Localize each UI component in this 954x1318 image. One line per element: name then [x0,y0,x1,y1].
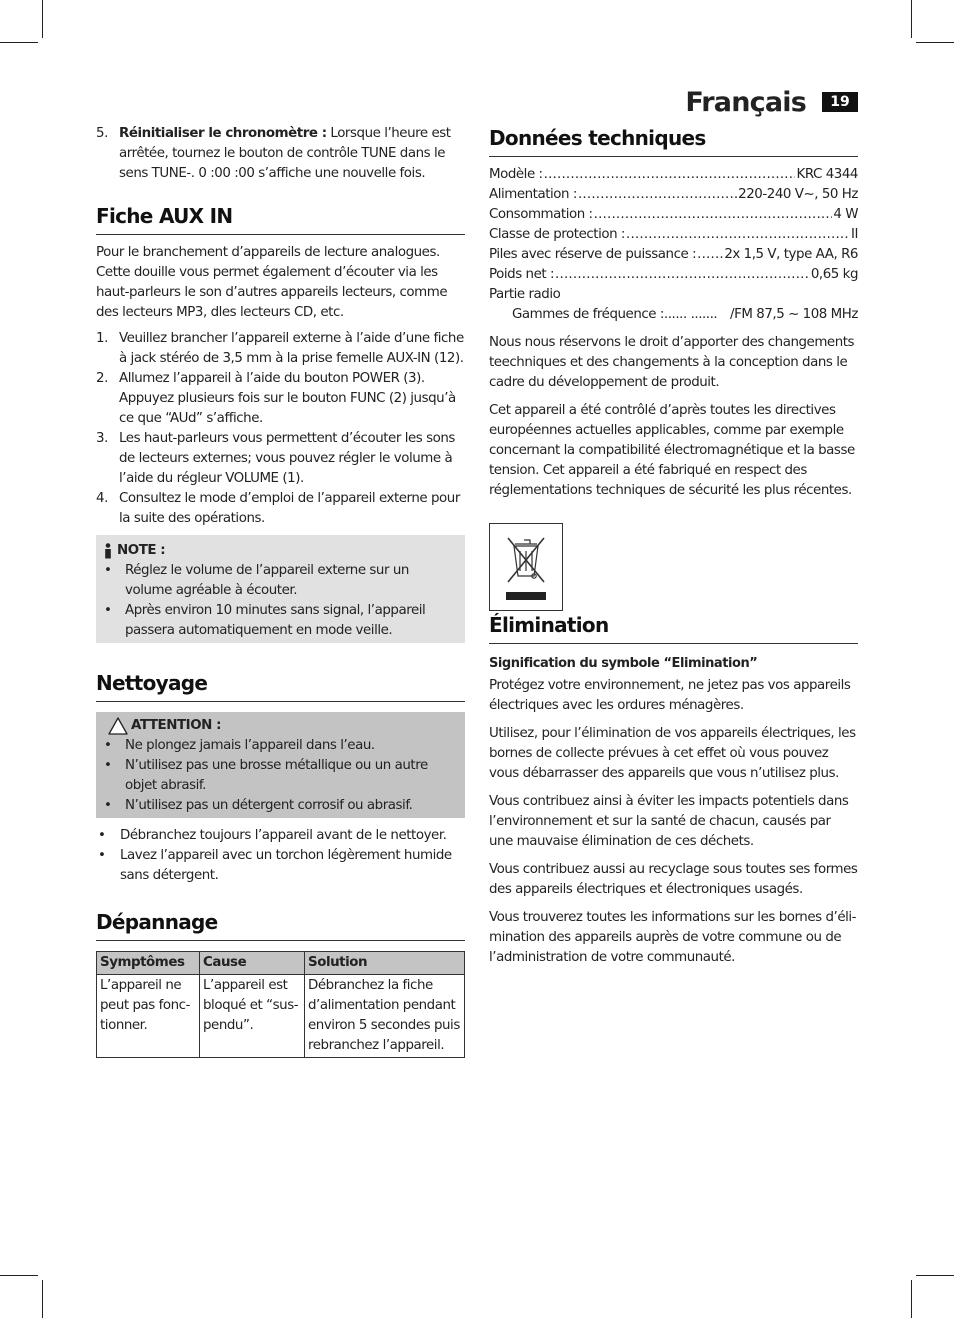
list-item: • Ne plongez jamais l’appareil dans l’eau. [104,738,375,753]
list-item: • Débranchez toujours l’appareil avant de le nettoyer. [98,828,447,843]
spec-value: 4 W [833,207,858,222]
table-cell: L’appareil est bloqué et “suspendu”. [200,975,305,1058]
page-number: 19 [822,92,858,112]
note-text: Après environ 10 minutes sans signal, l’appareil passera automatiquement en mode veille. [125,603,426,638]
disposal-paragraph: Vous contribuez ainsi à éviter les impacts potentiels dans l’environnement et sur la santé de chacun, causés par une mauvaise élimination de ces déchets. [489,794,849,849]
list-item: • Lavez l’appareil avec un torchon légèrement humide sans détergent. [98,848,452,883]
step-number: 5. [96,126,108,141]
list-item: • Réglez le volume de l’appareil externe sur un volume agréable à écouter. [104,563,409,598]
crop-mark [42,1280,43,1318]
warning-triangle-icon [108,717,128,735]
step-number: 1. [96,331,108,346]
spec-row [489,165,858,185]
spec-row [489,305,858,325]
column-header: Symptômes [97,952,200,975]
note-heading [102,541,459,561]
crop-mark [911,1280,912,1318]
note-box [96,535,465,643]
attention-box [96,712,465,818]
spec-value: /FM 87,5 ~ 108 MHz [730,307,858,322]
step-number: 2. [96,371,108,386]
step-number: 3. [96,431,108,446]
step-title: Réinitialiser le chronomètre : [119,126,327,141]
list-item: • Après environ 10 minutes sans signal, l’appareil passera automatiquement en mode veille. [104,603,426,638]
spec-label: Classe de protection : [489,227,625,242]
spec-label: Gammes de fréquence :...... ....... [512,307,718,322]
spec-label: Consommation : [489,207,593,222]
cleaning-text: Lavez l’appareil avec un torchon légèrement humide sans détergent. [120,848,452,883]
spec-value: KRC 4344 [796,167,858,182]
attention-text: N’utilisez pas un détergent corrosif ou abrasif. [125,798,413,813]
disposal-paragraph: Vous trouverez toutes les informations sur les bornes d’élimination des appareils auprès de votre commune ou de l’administration de votre communauté. [489,910,857,965]
cleaning-text: Débranchez toujours l’appareil avant de le nettoyer. [120,828,447,843]
spec-value: II [851,227,858,242]
attention-text: Ne plongez jamais l’appareil dans l’eau. [125,738,375,753]
section-title-disposal: Élimination [489,611,858,644]
spec-label: Poids net : [489,267,555,282]
spec-label: Piles avec réserve de puissance : [489,247,697,262]
crop-mark [0,42,38,43]
spec-row [489,205,858,225]
step-5 [96,124,465,184]
note-text: Réglez le volume de l’appareil externe sur un volume agréable à écouter. [125,563,409,598]
disposal-paragraph: Protégez votre environnement, ne jetez pas vos appareils électriques avec les ordures ménagères. [489,678,851,713]
cleaning-list [96,826,465,886]
section-title-troubleshooting: Dépannage [96,908,465,941]
left-column [96,124,465,1058]
step-text: Consultez le mode d’emploi de l’appareil externe pour la suite des opérations. [119,491,460,526]
list-item [96,369,465,429]
aux-intro: Pour le branchement d’appareils de lecture analogues. Cette douille vous permet également d’écouter via les haut-parleurs le son d’autres appareils lecteurs, comme des lecteurs MP3, dles lecteurs CD, etc. [96,245,448,320]
troubleshooting-table [96,951,465,1058]
spec-value: 0,65 kg [810,267,858,282]
note-label: NOTE : [117,543,166,558]
aux-steps [96,329,465,529]
crop-mark [42,0,43,38]
table-row [97,975,465,1058]
disposal-subtitle: Signification du symbole “Elimination” [489,656,758,671]
crop-mark [916,1275,954,1276]
page-language-title: Français [685,87,806,118]
attention-label: ATTENTION : [131,718,222,733]
step-text: Veuillez brancher l’appareil externe à l’aide d’une fiche à jack stéréo de 3,5 mm à la prise femelle AUX-IN (12). [119,331,464,366]
list-item: • N’utilisez pas une brosse métallique ou un autre objet abrasif. [104,758,428,793]
spec-label: Modèle : [489,167,543,182]
disposal-paragraph: Vous contribuez aussi au recyclage sous toutes ses formes des appareils électriques et électroniques usagés. [489,862,858,897]
spec-value: 2x 1,5 V, type AA, R6 [724,247,858,262]
spec-row [489,265,858,285]
spec-value: 220-240 V~, 50 Hz [738,187,858,202]
list-item [96,329,465,369]
step-text: Les haut-parleurs vous permettent d’écouter les sons de lecteurs externes; vous pouvez régler le volume à l’aide du régleur VOLUME (1). [119,431,455,486]
table-header-row [97,952,465,975]
radio-label: Partie radio [489,287,561,302]
attention-text: N’utilisez pas une brosse métallique ou un autre objet abrasif. [125,758,428,793]
list-item [96,489,465,529]
attention-heading [102,716,459,736]
spec-label: Alimentation : [489,187,577,202]
section-title-cleaning: Nettoyage [96,669,465,702]
step-number: 4. [96,491,108,506]
column-header: Solution [305,952,465,975]
spec-row [489,225,858,245]
list-item: • N’utilisez pas un détergent corrosif ou abrasif. [104,798,413,813]
crop-mark [916,42,954,43]
info-icon [102,543,114,559]
crop-mark [911,0,912,38]
spec-row [489,245,858,265]
tech-paragraph: Nous nous réservons le droit d’apporter des changements teechniques et des changements à la conception dans le cadre du développement de produit. [489,335,855,390]
section-title-tech: Données techniques [489,124,858,157]
tech-paragraph: Cet appareil a été contrôlé d’après toutes les directives européennes actuelles applicables, comme par exemple concernant la compatibilité électromagnétique et la basse tension. Cet appareil a été fabriqué en respect des réglementations techniques de sécurité les plus récentes. [489,403,855,498]
list-item [96,429,465,489]
spec-row [489,185,858,205]
step-text: Allumez l’appareil à l’aide du bouton POWER (3). Appuyez plusieurs fois sur le bouton FUNC (2) jusqu’à ce que “AUd” s’affiche. [119,371,456,426]
spec-list [489,165,858,325]
disposal-paragraph: Utilisez, pour l’élimination de vos appareils électriques, les bornes de collecte prévues à cet effet où vous pouvez vous débarrasser des appareils que vous n’utilisez plus. [489,726,856,781]
step-text: Lorsque l’heure est arrêtée, tournez le bouton de contrôle TUNE dans le sens TUNE-. 0 :00 :00 s’affiche une nouvelle fois. [119,126,451,181]
table-cell: Débranchez la fiche d’alimentation pendant environ 5 secondes puis rebranchez l’appareil. [305,975,465,1058]
column-header: Cause [200,952,305,975]
table-cell: L’appareil ne peut pas fonctionner. [97,975,200,1058]
weee-crossed-bin-icon [489,523,563,611]
section-title-aux: Fiche AUX IN [96,202,465,235]
crop-mark [0,1275,38,1276]
right-column [489,124,858,976]
